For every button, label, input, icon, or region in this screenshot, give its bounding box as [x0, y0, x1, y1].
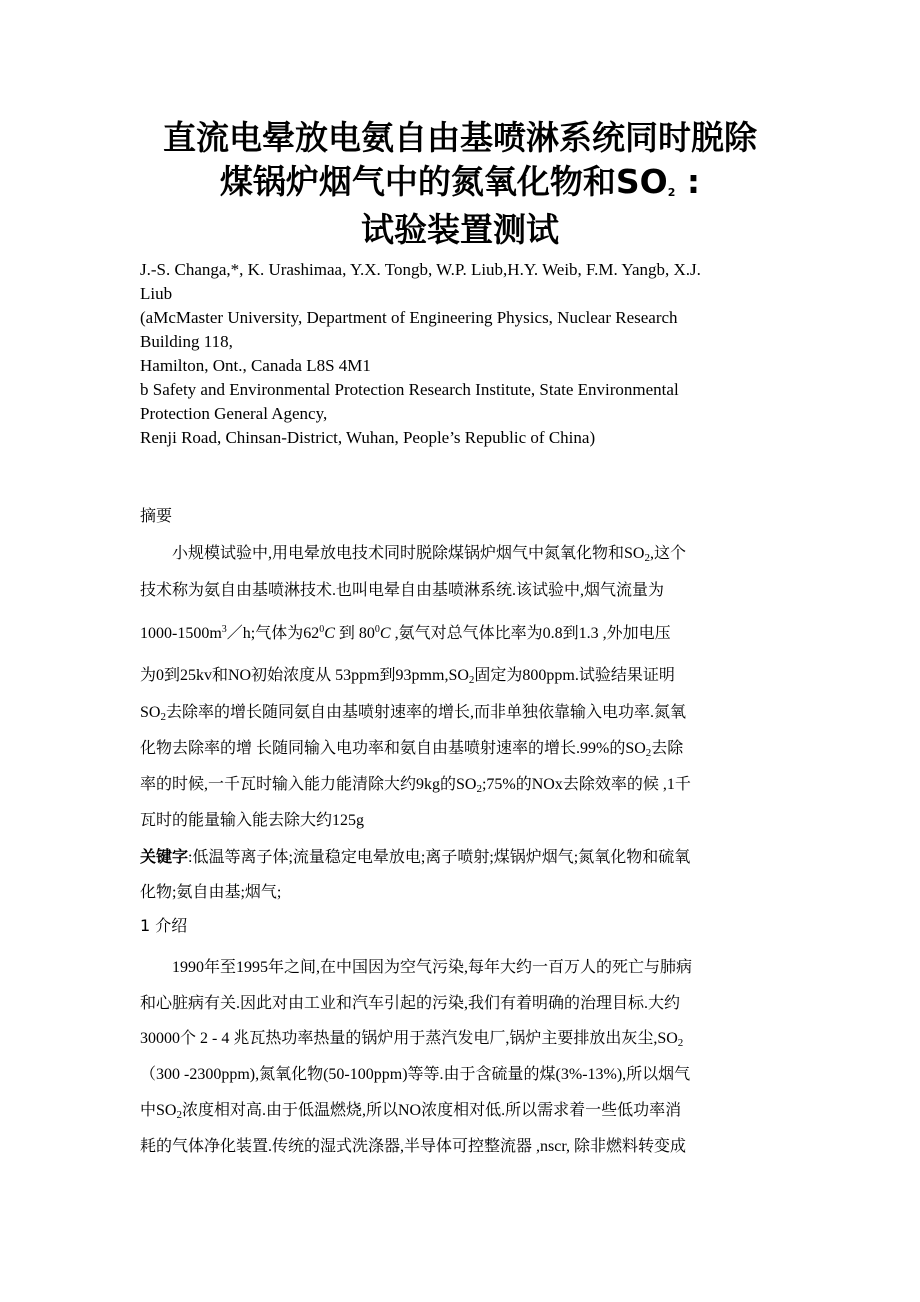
intro-line: 中$SO_2$浓度相对高.由于低温燃烧,所以NO浓度相对低.所以需求着一些低功率消	[140, 1102, 682, 1121]
abstract-line: 为0到25kv和NO初始浓度从 53ppm到$93pmm,SO_2$固定为800ppm.试验结果证明	[140, 667, 675, 686]
author-line: J.-S. Changa,*, K. Urashimaa, Y.X. Tongb, W.P. Liub,H.Y. Weib, F.M. Yangb, X.J.	[140, 260, 701, 279]
abstract-line: 小规模试验中,用电晕放电技术同时脱除煤锅炉烟气中氮氧化物和$SO_2$,这个	[172, 545, 686, 564]
intro-line: 30000个 2 - 4 兆瓦热功率热量的锅炉用于蒸汽发电厂,锅炉主要排放出灰尘$,SO_2$	[140, 1030, 684, 1049]
author-block	[140, 258, 790, 450]
intro-line: 1990年至1995年之间,在中国因为空气污染,每年大约一百万人的死亡与肺病	[172, 959, 693, 976]
paper-title-line-1: 直流电晕放电氨自由基喷淋系统同时脱除	[163, 118, 757, 157]
abstract-heading: 摘要	[140, 506, 173, 525]
affiliation-line: Renji Road, Chinsan-District, Wuhan, People’s Republic of China)	[140, 428, 596, 447]
affiliation-line: (aMcMaster University, Department of Engineering Physics, Nuclear Research	[140, 308, 678, 327]
intro-line: 和心脏病有关.因此对由工业和汽车引起的污染,我们有着明确的治理目标.大约	[140, 995, 681, 1012]
abstract-line: 瓦时的能量输入能去除大约125g	[140, 812, 365, 829]
abstract-line: $1000-1500m^3/h$;气体为$62^0C$ 到 $80^0C$ ,氨气对总气体比率为0.8到1.3 ,外加电压	[140, 624, 671, 642]
paper-title-line-2: 煤锅炉烟气中的氮氧化物和$SO_2$ :	[219, 162, 701, 201]
abstract-line: 化物去除率的增 长随同输入电功率和氨自由基喷射速率的增长.99%的$SO_2$去除	[140, 740, 684, 759]
abstract-line: 率的时候,一千瓦时输入能力能清除大约9kg的$SO_2;75\%$的NOx去除效率的候 ,1千	[140, 776, 691, 795]
abstract-line: $SO_2$去除率的增长随同氨自由基喷射速率的增长,而非单独依靠输入电功率.氮氧	[140, 704, 686, 723]
affiliation-line: Protection General Agency,	[140, 404, 328, 423]
section-heading-introduction: 1 介绍	[140, 916, 188, 935]
keywords-label: 关键字	[140, 849, 189, 866]
affiliation-line: Building 118,	[140, 332, 233, 351]
author-line: Liub	[140, 284, 173, 303]
paper-title-line-3: 试验装置测试	[361, 210, 559, 249]
keywords-line: 关键字:低温等离子体;流量稳定电晕放电;离子喷射;煤锅炉烟气;氮氧化物和硫氧	[140, 849, 691, 866]
abstract-line: 技术称为氨自由基喷淋技术.也叫电晕自由基喷淋系统.该试验中,烟气流量为	[140, 582, 665, 599]
affiliation-line: b Safety and Environmental Protection Research Institute, State Environmental	[140, 380, 679, 399]
intro-line: （300 -2300ppm),氮氧化物(50-100ppm)等等.由于含硫量的煤(3%-13%),所以烟气	[140, 1066, 691, 1083]
affiliation-line: Hamilton, Ont., Canada L8S 4M1	[140, 356, 371, 375]
keywords-line: 化物;氨自由基;烟气;	[140, 884, 282, 901]
intro-line: 耗的气体净化装置.传统的湿式洗涤器,半导体可控整流器 ,nscr, 除非燃料转变成	[140, 1138, 687, 1155]
